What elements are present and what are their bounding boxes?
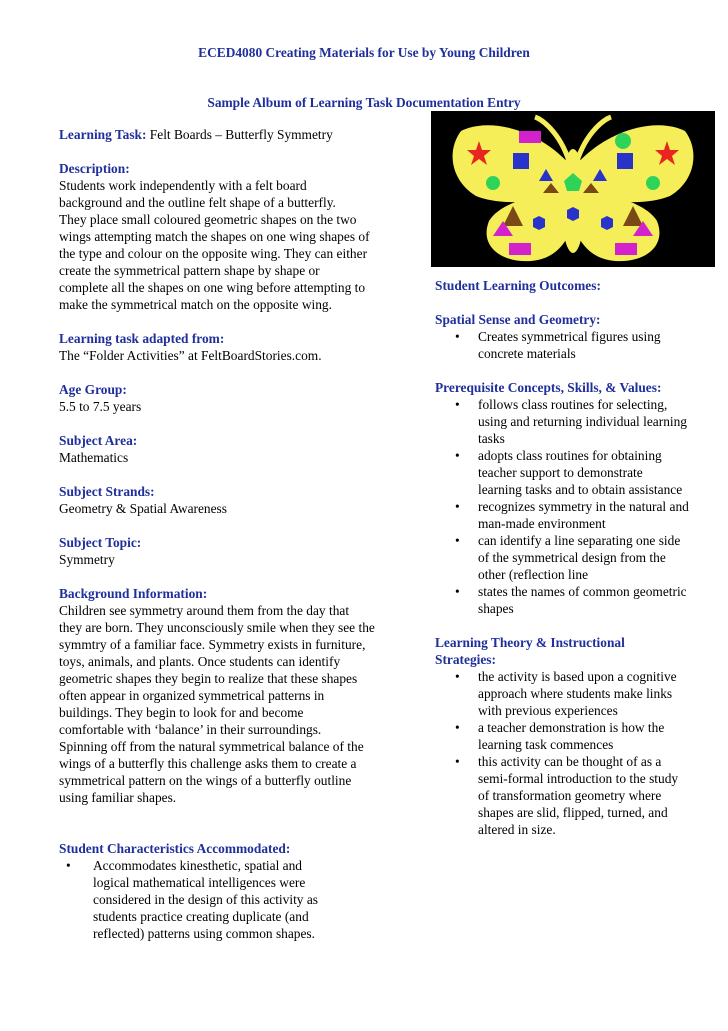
age-group-value: 5.5 to 7.5 years bbox=[59, 399, 142, 414]
text-line: geometric shapes they begin to realize that these shapes bbox=[59, 671, 358, 686]
list-item-line: recognizes symmetry in the natural and bbox=[478, 499, 689, 514]
text-line: the type and colour on the opposite wing. They can either bbox=[59, 246, 368, 261]
list-item-line: a teacher demonstration is how the bbox=[478, 720, 665, 735]
course-title: ECED4080 Creating Materials for Use by Young Children bbox=[198, 45, 530, 60]
green-circle-left bbox=[486, 176, 500, 190]
list-item-line: Creates symmetrical figures using bbox=[478, 329, 661, 344]
bullet-icon: • bbox=[66, 858, 71, 873]
list-item-line: shapes are slid, flipped, turned, and bbox=[478, 805, 668, 820]
list-item-line: other (reflection line bbox=[478, 567, 589, 582]
subject-area-value: Mathematics bbox=[59, 450, 129, 465]
bullet-icon: • bbox=[455, 533, 460, 548]
list-item-line: the activity is based upon a cognitive bbox=[478, 669, 677, 684]
page-subtitle: Sample Album of Learning Task Documentation Entry bbox=[207, 95, 521, 110]
bullet-icon: • bbox=[455, 329, 460, 344]
prerequisite-list bbox=[435, 396, 725, 617]
list-item-line: of the symmetrical design from the bbox=[478, 550, 666, 565]
list-item bbox=[435, 396, 725, 447]
right-column bbox=[435, 277, 725, 838]
student-characteristics-list bbox=[59, 857, 409, 942]
subject-topic-value: Symmetry bbox=[59, 552, 115, 567]
list-item-line: concrete materials bbox=[478, 346, 576, 361]
description-label: Description: bbox=[59, 161, 130, 176]
list-item-line: learning tasks and to obtain assistance bbox=[478, 482, 683, 497]
bullet-icon: • bbox=[455, 499, 460, 514]
list-item bbox=[435, 498, 725, 532]
list-item-line: follows class routines for selecting, bbox=[478, 397, 668, 412]
blue-hexagon-center bbox=[567, 207, 579, 221]
list-item-line: reflected) patterns using common shapes. bbox=[93, 926, 315, 941]
bullet-icon: • bbox=[455, 397, 460, 412]
text-line: symmetrical pattern on the wings of a butterfly outline bbox=[59, 773, 352, 788]
list-item bbox=[435, 719, 725, 753]
text-line: using familiar shapes. bbox=[59, 790, 177, 805]
magenta-rect-right-bottom bbox=[615, 243, 637, 255]
list-item-line: using and returning individual learning bbox=[478, 414, 687, 429]
left-column bbox=[59, 126, 409, 942]
subject-area-label: Subject Area: bbox=[59, 433, 138, 448]
text-line: complete all the shapes on one wing before attempting to bbox=[59, 280, 366, 295]
list-item-line: learning task commences bbox=[478, 737, 614, 752]
list-item bbox=[59, 857, 409, 942]
text-line: buildings. They begin to look for and become bbox=[59, 705, 304, 720]
subject-strands-value: Geometry & Spatial Awareness bbox=[59, 501, 227, 516]
blue-square-left bbox=[513, 153, 529, 169]
list-item bbox=[435, 753, 725, 838]
text-line: they are born. They unconsciously smile when they see the bbox=[59, 620, 375, 635]
learning-task-value: Felt Boards – Butterfly Symmetry bbox=[146, 127, 333, 142]
text-line: symmtry of a familiar face. Symmetry exists in furniture, bbox=[59, 637, 366, 652]
blue-hexagon-right bbox=[601, 216, 613, 230]
spatial-label: Spatial Sense and Geometry: bbox=[435, 312, 601, 327]
list-item-line: tasks bbox=[478, 431, 505, 446]
list-item-line: teacher support to demonstrate bbox=[478, 465, 643, 480]
text-line: Children see symmetry around them from the day that bbox=[59, 603, 350, 618]
bullet-icon: • bbox=[455, 754, 460, 769]
butterfly-felt-board-image bbox=[431, 111, 715, 267]
bullet-icon: • bbox=[455, 448, 460, 463]
background-text bbox=[59, 602, 409, 806]
blue-square-right bbox=[617, 153, 633, 169]
butterfly-illustration bbox=[431, 111, 715, 267]
green-circle-right bbox=[646, 176, 660, 190]
adapted-from-label: Learning task adapted from: bbox=[59, 331, 225, 346]
text-line: Students work independently with a felt board bbox=[59, 178, 307, 193]
list-item-line: students practice creating duplicate (and bbox=[93, 909, 309, 924]
list-item-line: of transformation geometry where bbox=[478, 788, 662, 803]
text-line: comfortable with ‘balance’ in their surroundings. bbox=[59, 722, 322, 737]
learning-task-label: Learning Task: bbox=[59, 127, 147, 142]
subject-topic-label: Subject Topic: bbox=[59, 535, 142, 550]
magenta-rect-left-top bbox=[519, 131, 541, 143]
text-line: background and the outline felt shape of a butterfly. bbox=[59, 195, 336, 210]
bullet-icon: • bbox=[455, 669, 460, 684]
list-item-line: adopts class routines for obtaining bbox=[478, 448, 662, 463]
list-item bbox=[435, 447, 725, 498]
theory-label bbox=[435, 634, 725, 668]
text-line: Learning Theory & Instructional bbox=[435, 635, 625, 650]
bullet-icon: • bbox=[455, 584, 460, 599]
age-group-label: Age Group: bbox=[59, 382, 127, 397]
outcomes-label: Student Learning Outcomes: bbox=[435, 278, 601, 293]
text-line: Strategies: bbox=[435, 652, 496, 667]
butterfly-body bbox=[561, 149, 585, 253]
list-item bbox=[435, 583, 725, 617]
blue-hexagon-left bbox=[533, 216, 545, 230]
text-line: create the symmetrical pattern shape by shape or bbox=[59, 263, 320, 278]
adapted-from-value: The “Folder Activities” at FeltBoardStories.com. bbox=[59, 348, 322, 363]
list-item-line: Accommodates kinesthetic, spatial and bbox=[93, 858, 302, 873]
theory-list bbox=[435, 668, 725, 838]
list-item-line: with previous experiences bbox=[478, 703, 618, 718]
list-item-line: logical mathematical intelligences were bbox=[93, 875, 306, 890]
text-line: often appear in organized symmetrical patterns in bbox=[59, 688, 325, 703]
list-item-line: shapes bbox=[478, 601, 514, 616]
description-text bbox=[59, 177, 409, 313]
text-line: Spinning off from the natural symmetrical balance of the bbox=[59, 739, 364, 754]
list-item bbox=[435, 328, 725, 362]
bullet-icon: • bbox=[455, 720, 460, 735]
list-item-line: considered in the design of this activity as bbox=[93, 892, 318, 907]
list-item bbox=[435, 532, 725, 583]
student-characteristics-label: Student Characteristics Accommodated: bbox=[59, 841, 291, 856]
list-item-line: approach where students make links bbox=[478, 686, 673, 701]
list-item-line: semi-formal introduction to the study bbox=[478, 771, 679, 786]
spatial-list bbox=[435, 328, 725, 362]
text-line: They place small coloured geometric shapes on the two bbox=[59, 212, 357, 227]
list-item-line: states the names of common geometric bbox=[478, 584, 687, 599]
list-item-line: man-made environment bbox=[478, 516, 606, 531]
list-item-line: altered in size. bbox=[478, 822, 556, 837]
text-line: make the symmetrical match on the opposite wing. bbox=[59, 297, 332, 312]
text-line: toys, animals, and plants. Once students can identify bbox=[59, 654, 341, 669]
text-line: wings of a butterfly this challenge asks them to create a bbox=[59, 756, 357, 771]
list-item-line: this activity can be thought of as a bbox=[478, 754, 662, 769]
background-label: Background Information: bbox=[59, 586, 208, 601]
text-line: wings attempting match the shapes on one wing shapes of bbox=[59, 229, 370, 244]
green-circle-right-top bbox=[615, 133, 631, 149]
magenta-rect-left-bottom bbox=[509, 243, 531, 255]
prerequisite-label: Prerequisite Concepts, Skills, & Values: bbox=[435, 380, 662, 395]
list-item bbox=[435, 668, 725, 719]
list-item-line: can identify a line separating one side bbox=[478, 533, 681, 548]
subject-strands-label: Subject Strands: bbox=[59, 484, 155, 499]
learning-task-row bbox=[59, 126, 409, 143]
